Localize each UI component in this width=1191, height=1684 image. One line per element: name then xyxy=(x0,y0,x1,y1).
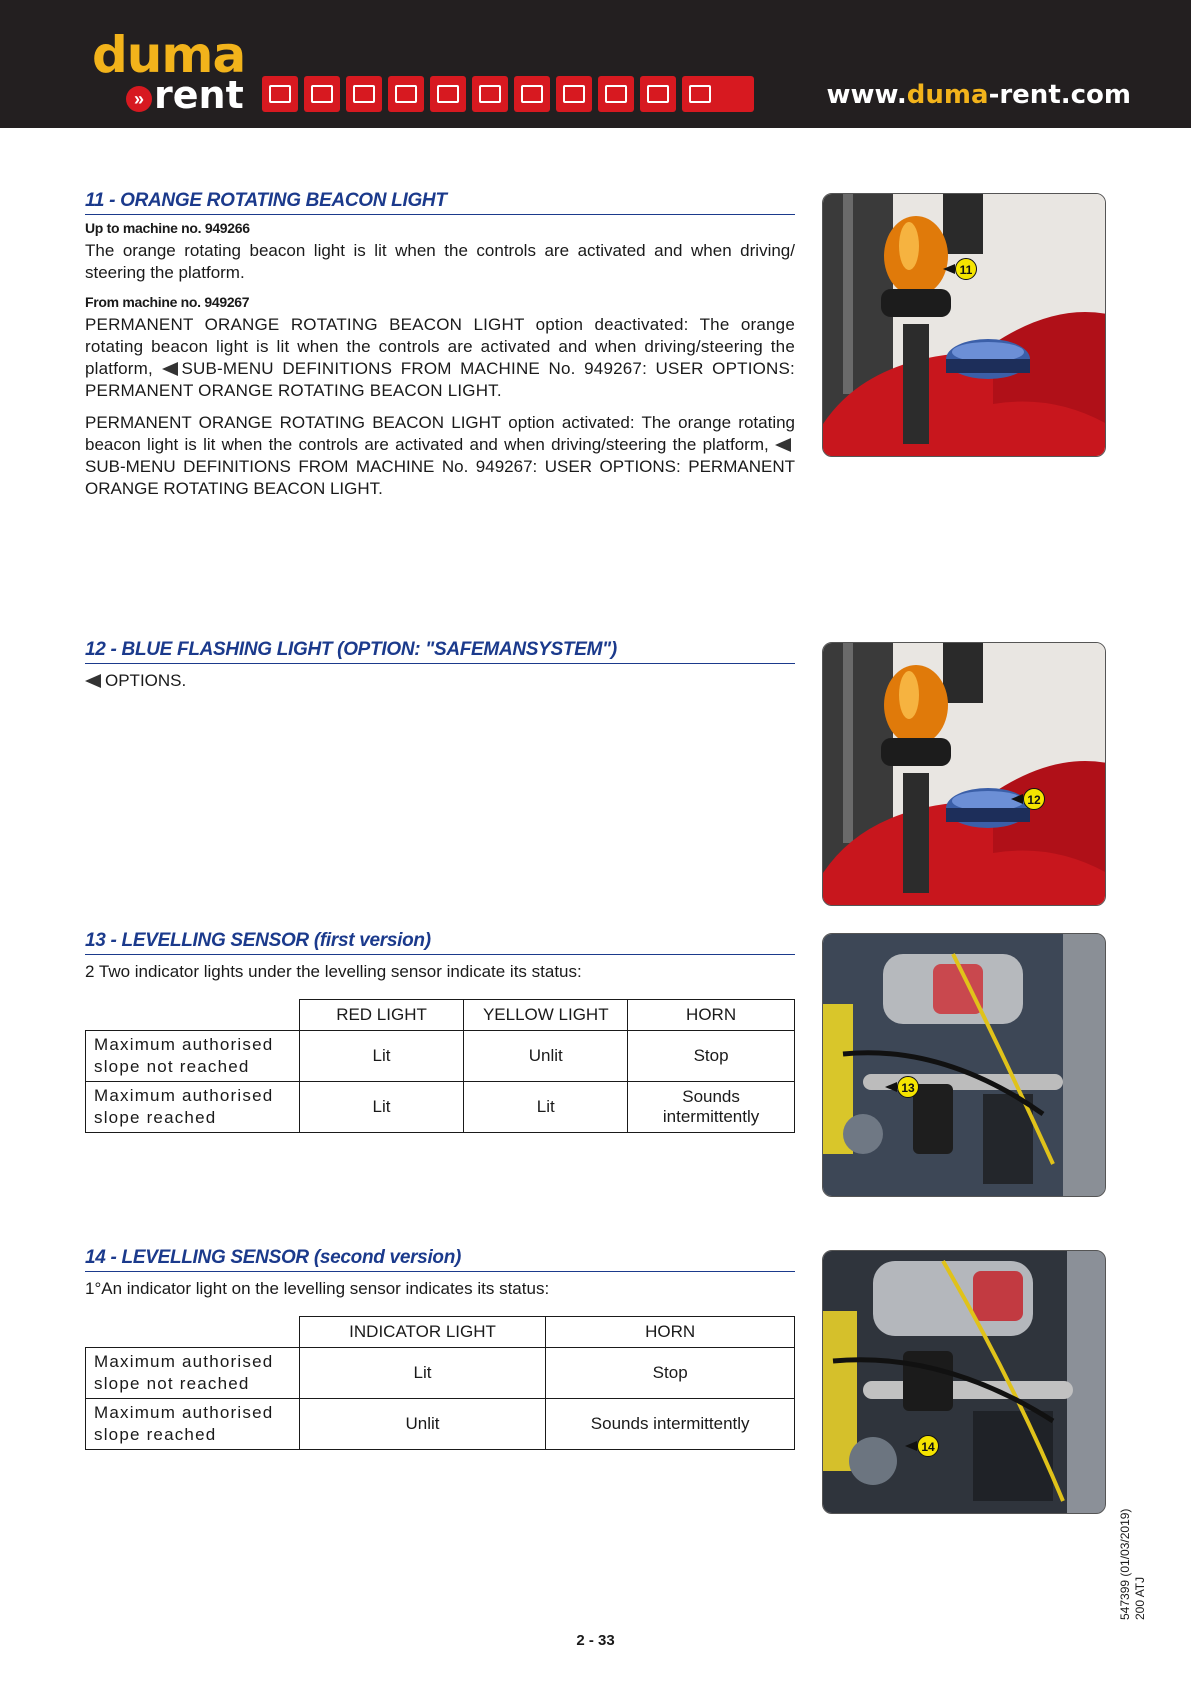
trailer-icon xyxy=(682,76,754,112)
table-header-row xyxy=(86,1317,795,1348)
section-title: 12 - BLUE FLASHING LIGHT (OPTION: "SAFEMANSYSTEM") xyxy=(85,639,795,664)
callout-marker: 11 xyxy=(943,258,977,280)
row-label: Maximum authorised slope not reached xyxy=(86,1031,300,1082)
table-row xyxy=(86,1348,795,1399)
reference-arrow-icon xyxy=(162,362,178,376)
row-label: Maximum authorised slope reached xyxy=(86,1399,300,1450)
sensor-photo-illustration xyxy=(823,934,1106,1197)
excavator-icon xyxy=(556,76,592,112)
forklift-icon xyxy=(304,76,340,112)
mini-dumper-icon xyxy=(388,76,424,112)
callout-marker: 14 xyxy=(905,1435,939,1457)
paragraph: 2 Two indicator lights under the levelling sensor indicate its status: xyxy=(85,962,582,981)
table-cell: Lit xyxy=(299,1348,546,1399)
callout-marker: 13 xyxy=(885,1076,919,1098)
crane-truck-icon xyxy=(514,76,550,112)
boom-lift-icon xyxy=(640,76,676,112)
scissor-lift-icon xyxy=(346,76,382,112)
page-header xyxy=(0,0,1191,128)
table-header-row xyxy=(86,1000,795,1031)
document-reference: 547399 (01/03/2019) 200 ATJ xyxy=(1118,1508,1147,1620)
table-cell: Stop xyxy=(628,1031,795,1082)
callout-marker: 12 xyxy=(1011,788,1045,810)
column-header: HORN xyxy=(628,1000,795,1031)
table-cell: Unlit xyxy=(464,1031,628,1082)
website-url[interactable]: www.duma-rent.com xyxy=(826,80,1131,110)
photo-levelling-sensor-v2 xyxy=(822,1250,1106,1514)
photo-orange-beacon xyxy=(822,193,1106,457)
sub-heading: From machine no. 949267 xyxy=(85,294,250,310)
table-row xyxy=(86,1031,795,1082)
status-table xyxy=(85,1316,795,1450)
table-cell: Sounds intermittently xyxy=(628,1082,795,1133)
section-blue-flashing-light xyxy=(85,639,795,702)
section-levelling-sensor-v1 xyxy=(85,930,795,1133)
column-header: INDICATOR LIGHT xyxy=(299,1317,546,1348)
telehandler-icon xyxy=(598,76,634,112)
column-header: YELLOW LIGHT xyxy=(464,1000,628,1031)
table-cell: Stop xyxy=(546,1348,795,1399)
table-cell: Sounds intermittently xyxy=(546,1399,795,1450)
logo-duma-text: duma xyxy=(92,26,246,84)
paragraph: PERMANENT ORANGE ROTATING BEACON LIGHT option activated: The orange rotating beacon light is lit when the controls are activated and when driving/steering the platform, SUB-MENU DEFINITIONS FROM MACHINE No. 949267: USER OPTIONS: PERMANENT ORANGE ROTATING BEACON LIGHT. xyxy=(85,413,795,498)
page-number: 2 - 33 xyxy=(576,1632,615,1649)
machine-icons-strip xyxy=(262,76,754,112)
column-header: RED LIGHT xyxy=(299,1000,464,1031)
paragraph: The orange rotating beacon light is lit when the controls are activated and when driving/ steering the platform. xyxy=(85,241,795,282)
section-levelling-sensor-v2 xyxy=(85,1247,795,1450)
table-row xyxy=(86,1399,795,1450)
logo-rent-text: rent xyxy=(154,73,244,117)
skid-loader-icon xyxy=(262,76,298,112)
table-row xyxy=(86,1082,795,1133)
row-label: Maximum authorised slope not reached xyxy=(86,1348,300,1399)
row-label: Maximum authorised slope reached xyxy=(86,1082,300,1133)
column-header: HORN xyxy=(546,1317,795,1348)
beacon-photo-illustration xyxy=(823,194,1106,457)
paragraph: 1°An indicator light on the levelling sensor indicates its status: xyxy=(85,1279,550,1298)
photo-blue-flashing-light xyxy=(822,642,1106,906)
logo-arrow-icon: » xyxy=(126,86,152,112)
table-cell: Lit xyxy=(299,1082,464,1133)
blue-light-photo-illustration xyxy=(823,643,1106,906)
paragraph: OPTIONS. xyxy=(85,670,795,692)
table-cell: Lit xyxy=(464,1082,628,1133)
status-table xyxy=(85,999,795,1133)
reference-arrow-icon xyxy=(775,438,791,452)
sub-heading: Up to machine no. 949266 xyxy=(85,220,250,236)
backhoe-icon xyxy=(430,76,466,112)
section-orange-beacon xyxy=(85,190,795,510)
table-cell: Unlit xyxy=(299,1399,546,1450)
paragraph: PERMANENT ORANGE ROTATING BEACON LIGHT option deactivated: The orange rotating beacon light is lit when the controls are activated and when driving/steering the platform, SUB-MENU DEFINITIONS FROM MACHINE No. 949267: USER OPTIONS: PERMANENT ORANGE ROTATING BEACON LIGHT. xyxy=(85,315,795,400)
compactor-icon xyxy=(472,76,508,112)
section-title: 11 - ORANGE ROTATING BEACON LIGHT xyxy=(85,190,795,215)
sensor-photo-illustration xyxy=(823,1251,1106,1514)
section-title: 14 - LEVELLING SENSOR (second version) xyxy=(85,1247,795,1272)
reference-arrow-icon xyxy=(85,674,101,688)
photo-levelling-sensor-v1 xyxy=(822,933,1106,1197)
table-cell: Lit xyxy=(299,1031,464,1082)
section-title: 13 - LEVELLING SENSOR (first version) xyxy=(85,930,795,955)
